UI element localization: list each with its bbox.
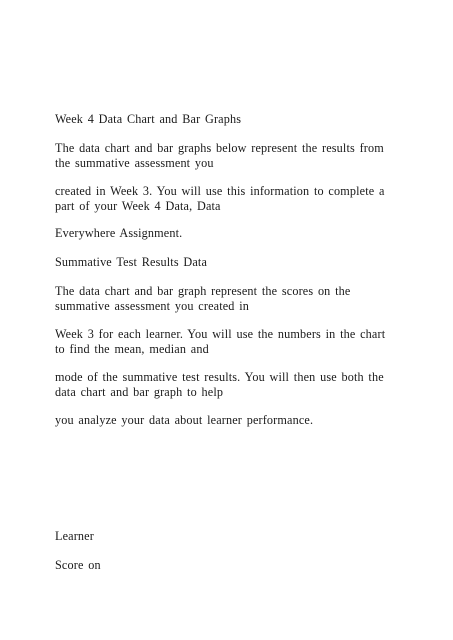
paragraph-line: you analyze your data about learner performance. [55, 413, 314, 427]
paragraph-line: The data chart and bar graphs below represent the results from [55, 141, 384, 155]
paragraph-line: the summative assessment you [55, 156, 214, 170]
paragraph-line: The data chart and bar graph represent the scores on the [55, 284, 351, 298]
paragraph-line: Week 3 for each learner. You will use the numbers in the chart [55, 327, 386, 341]
paragraph-7 [55, 413, 400, 428]
paragraph-6 [55, 370, 400, 400]
heading-line: Summative Test Results Data [55, 255, 208, 269]
paragraph-line: mode of the summative test results. You will then use both the [55, 370, 384, 384]
paragraph-5 [55, 327, 400, 357]
section-heading [55, 255, 400, 270]
paragraph-line: to find the mean, median and [55, 342, 209, 356]
title-line: Week 4 Data Chart and Bar Graphs [55, 112, 242, 126]
paragraph-4 [55, 284, 400, 314]
label-line: Score on [55, 558, 101, 572]
document-title [55, 112, 400, 127]
paragraph-line: data chart and bar graph to help [55, 385, 224, 399]
paragraph-2 [55, 184, 400, 214]
table-label-score [55, 558, 400, 573]
paragraph-1 [55, 141, 400, 171]
paragraph-line: created in Week 3. You will use this information to complete a [55, 184, 385, 198]
paragraph-3 [55, 226, 400, 241]
table-label-learner [55, 529, 400, 544]
label-line: Learner [55, 529, 94, 543]
paragraph-line: part of your Week 4 Data, Data [55, 199, 221, 213]
paragraph-line: summative assessment you created in [55, 299, 250, 313]
paragraph-line: Everywhere Assignment. [55, 226, 183, 240]
